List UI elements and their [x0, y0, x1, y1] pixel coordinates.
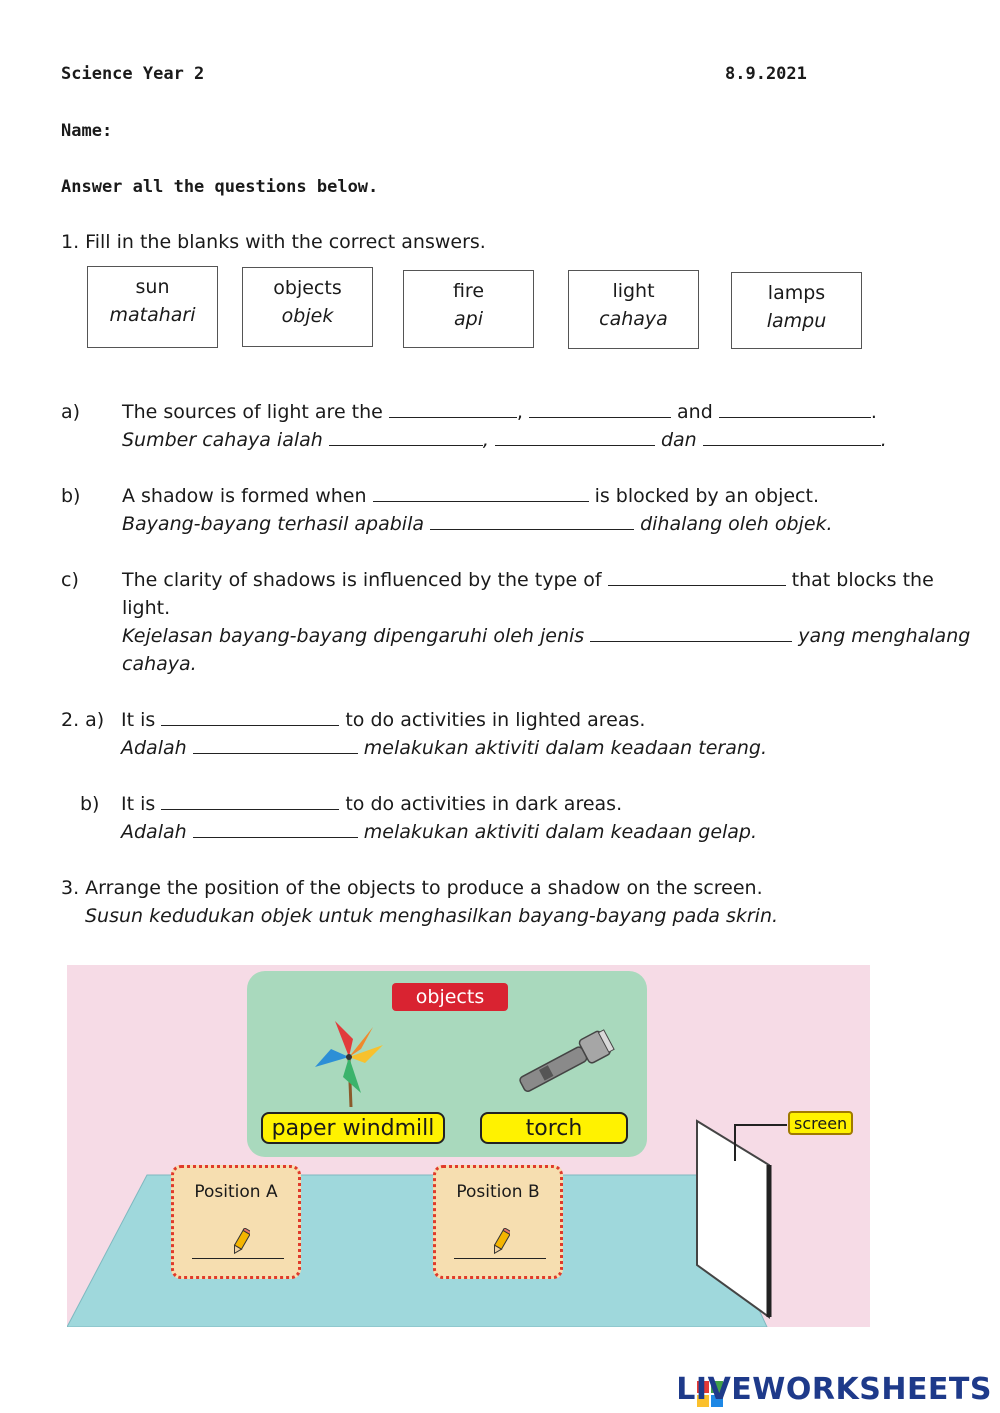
q1b-ms-blank[interactable]: [430, 513, 634, 530]
question-3-title: 3. Arrange the position of the objects to produce a shadow on the screen.: [61, 877, 763, 899]
word-en: objects: [273, 277, 342, 299]
word-box-lamps[interactable]: [731, 272, 862, 349]
q1a-blank-1[interactable]: [389, 401, 517, 418]
q1b-english: [122, 485, 819, 507]
q1c-ms-start: Kejelasan bayang-bayang dipengaruhi oleh jenis: [122, 625, 591, 647]
word-box-fire[interactable]: [403, 270, 534, 348]
pencil-icon: [492, 1228, 510, 1256]
position-a-box[interactable]: [171, 1165, 301, 1279]
q2b-blank[interactable]: [161, 793, 339, 810]
position-a-answer-line[interactable]: [192, 1258, 284, 1259]
q2b-en-start: It is: [121, 793, 162, 815]
q2a-ms-blank[interactable]: [193, 737, 358, 754]
q1c-en-end: that blocks the: [785, 569, 934, 591]
q1b-label: b): [61, 485, 81, 507]
worksheet-date: 8.9.2021: [725, 64, 807, 84]
q1a-end: .: [870, 401, 877, 423]
q2b-malay: [121, 821, 757, 843]
q1a-en-start: The sources of light are the: [122, 401, 389, 423]
q1c-malay: [122, 625, 970, 647]
q2a-label: 2. a): [61, 709, 105, 731]
q1a-ms-end: .: [880, 429, 887, 451]
word-box-light[interactable]: [568, 270, 699, 349]
q1a-ms-blank-3[interactable]: [703, 429, 881, 446]
shadow-experiment-figure: [67, 965, 870, 1327]
word-en: light: [612, 280, 655, 302]
q2a-blank[interactable]: [161, 709, 339, 726]
word-en: lamps: [767, 282, 826, 304]
q2b-label: b): [80, 793, 100, 815]
torch-icon: [503, 1029, 623, 1099]
pencil-icon: [232, 1228, 250, 1256]
position-a-title: Position A: [194, 1182, 278, 1202]
q1b-ms-start: Bayang-bayang terhasil apabila: [122, 513, 431, 535]
q1a-ms-blank-2[interactable]: [495, 429, 655, 446]
q1a-blank-2[interactable]: [529, 401, 671, 418]
word-ms: objek: [281, 305, 334, 327]
q2a-english: [121, 709, 645, 731]
q1c-english: [122, 569, 934, 591]
name-label: Name:: [61, 121, 113, 141]
word-box-objects[interactable]: [242, 267, 373, 347]
q1a-and: and: [671, 401, 719, 423]
word-en: fire: [452, 280, 485, 302]
word-ms: lampu: [766, 310, 827, 332]
question-3-title-malay: Susun kedudukan objek untuk menghasilkan bayang-bayang pada skrin.: [85, 905, 779, 927]
q2b-ms-end: melakukan aktiviti dalam keadaan gelap.: [357, 821, 758, 843]
q2b-ms-blank[interactable]: [193, 821, 358, 838]
q2a-en-start: It is: [121, 709, 162, 731]
q1b-malay: [122, 513, 833, 535]
q2a-malay: [121, 737, 767, 759]
q1a-blank-3[interactable]: [719, 401, 871, 418]
word-ms: api: [454, 308, 483, 330]
q1b-ms-end: dihalang oleh objek.: [634, 513, 833, 535]
q1a-ms-start: Sumber cahaya ialah: [122, 429, 329, 451]
q1a-ms-sep: ,: [482, 429, 495, 451]
q1c-ms-blank[interactable]: [590, 625, 792, 642]
position-b-box[interactable]: [433, 1165, 563, 1279]
q2a-ms-start: Adalah: [121, 737, 193, 759]
q1a-sep: ,: [516, 401, 529, 423]
word-en: sun: [135, 276, 170, 298]
q1a-ms-blank-1[interactable]: [329, 429, 483, 446]
subject-title: Science Year 2: [61, 64, 205, 84]
q1c-blank[interactable]: [608, 569, 786, 586]
q1c-en-start: The clarity of shadows is influenced by the type of: [122, 569, 608, 591]
q1b-blank[interactable]: [373, 485, 589, 502]
q2a-ms-end: melakukan aktiviti dalam keadaan terang.: [357, 737, 767, 759]
instruction-text: Answer all the questions below.: [61, 177, 379, 197]
word-ms: cahaya: [599, 308, 668, 330]
objects-tray: [247, 971, 647, 1157]
q1b-en-start: A shadow is formed when: [122, 485, 373, 507]
word-box-sun[interactable]: [87, 266, 218, 348]
liveworksheets-brand[interactable]: LIVEWORKSHEETS: [676, 1372, 992, 1407]
q1a-label: a): [61, 401, 81, 423]
position-b-title: Position B: [456, 1182, 540, 1202]
q2b-ms-start: Adalah: [121, 821, 193, 843]
q1c-malay-line2: cahaya.: [122, 653, 197, 675]
q1a-ms-and: dan: [654, 429, 703, 451]
paper-windmill-label[interactable]: paper windmill: [261, 1112, 445, 1144]
torch-label[interactable]: torch: [480, 1112, 628, 1144]
q2b-en-end: to do activities in dark areas.: [339, 793, 623, 815]
word-ms: matahari: [109, 304, 196, 326]
q1c-english-line2: light.: [122, 597, 171, 619]
q1a-malay: [122, 429, 887, 451]
q1c-ms-end: yang menghalang: [792, 625, 971, 647]
question-1-title: 1. Fill in the blanks with the correct answers.: [61, 231, 486, 253]
q1b-en-end: is blocked by an object.: [588, 485, 819, 507]
q2b-english: [121, 793, 622, 815]
screen-label: screen: [788, 1111, 853, 1135]
objects-tag: objects: [392, 983, 508, 1011]
q2a-en-end: to do activities in lighted areas.: [339, 709, 646, 731]
q1c-label: c): [61, 569, 79, 591]
position-b-answer-line[interactable]: [454, 1258, 546, 1259]
q1a-english: [122, 401, 877, 423]
paper-windmill-icon: [313, 1019, 385, 1109]
